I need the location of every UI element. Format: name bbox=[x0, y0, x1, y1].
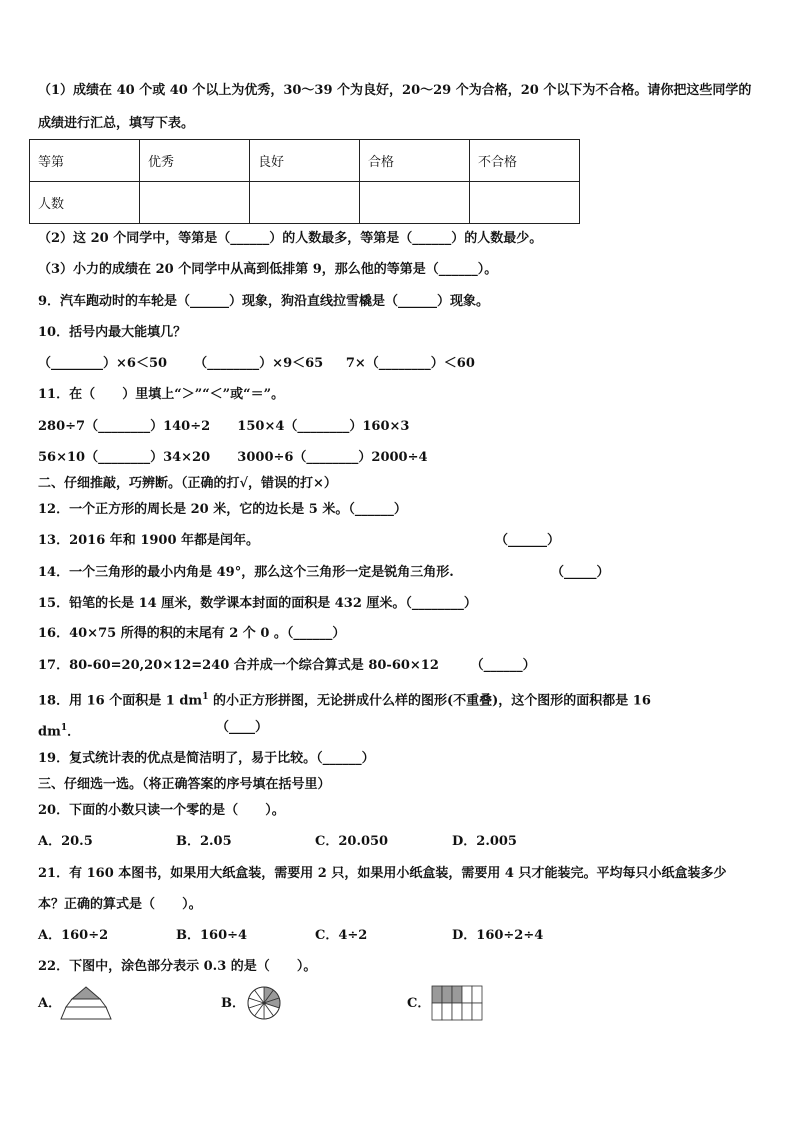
q11-stem: 11．在（ ）里填上“＞”“＜”或“＝”。 bbox=[38, 387, 285, 402]
grid-cell bbox=[462, 986, 472, 1003]
q20-option-a[interactable]: A．20.5 bbox=[38, 834, 93, 849]
q15-text: 15．铅笔的长是 14 厘米，数学课本封面的面积是 432 厘米。（________） bbox=[38, 596, 477, 611]
q8-part1-line1: （1）成绩在 40 个或 40 个以上为优秀，30～39 个为良好，20～29 个为合格，20 个以下为不合格。请你把这些同学的 bbox=[38, 83, 752, 98]
grid-cell bbox=[462, 1003, 472, 1020]
q21-option-d[interactable]: D．160÷2÷4 bbox=[452, 928, 544, 943]
q22-option-b[interactable]: B． bbox=[221, 996, 245, 1011]
q20-option-b[interactable]: B．2.05 bbox=[176, 834, 232, 849]
q12-text: 12．一个正方形的周长是 20 米，它的边长是 5 米。（______） bbox=[38, 502, 407, 517]
grid-cell bbox=[472, 1003, 482, 1020]
q14-blank[interactable]: （_____） bbox=[551, 565, 610, 580]
table-answer-cell[interactable] bbox=[470, 182, 580, 224]
q22-option-c[interactable]: C． bbox=[407, 996, 431, 1011]
table-header-row bbox=[30, 140, 580, 182]
q18-line2-part-a: dm bbox=[38, 724, 61, 740]
grid-cell bbox=[452, 1003, 462, 1020]
q8-part1-line2: 成绩进行汇总，填写下表。 bbox=[38, 116, 195, 131]
q17-text: 17．80-60=20,20×12=240 合并成一个综合算式是 80-60×12 （______） bbox=[38, 658, 536, 673]
q21-option-c[interactable]: C．4÷2 bbox=[315, 928, 368, 943]
grid-cell bbox=[432, 986, 442, 1003]
triangle-top-shaded bbox=[72, 987, 100, 999]
striped-triangle-figure[interactable] bbox=[60, 985, 112, 1021]
grid-bar-figure[interactable] bbox=[431, 985, 483, 1021]
grid-cells bbox=[432, 986, 482, 1020]
triangle-bottom-band bbox=[61, 1007, 111, 1019]
q22-stem: 22．下图中，涂色部分表示 0.3 的是（ ）。 bbox=[38, 959, 317, 974]
table-header-cell: 不合格 bbox=[470, 140, 580, 182]
q8-part3: （3）小力的成绩在 20 个同学中从高到低排第 9，那么他的等第是（______）。 bbox=[38, 262, 498, 277]
q10-stem: 10．括号内最大能填几？ bbox=[38, 325, 187, 340]
q20-option-d[interactable]: D．2.005 bbox=[452, 834, 517, 849]
section-2-heading: 二、仔细推敲，巧辨断。（正确的打√，错误的打×） bbox=[38, 476, 337, 491]
q13-text: 13．2016 年和 1900 年都是闰年。 bbox=[38, 533, 260, 548]
table-row-label: 人数 bbox=[30, 182, 140, 224]
table-row bbox=[30, 182, 580, 224]
q18-line1 bbox=[38, 689, 651, 709]
q18-superscript: 1 bbox=[60, 723, 68, 733]
q22-option-a[interactable]: A． bbox=[38, 996, 62, 1011]
q13-blank[interactable]: （______） bbox=[495, 533, 561, 548]
q11-row2: 56×10（________）34×20 3000÷6（________）2000÷4 bbox=[38, 450, 428, 465]
q10-items: （________）×6＜50 （________）×9＜65 7×（________）＜60 bbox=[38, 356, 475, 371]
grid-cell bbox=[432, 1003, 442, 1020]
q20-option-c[interactable]: C．20.050 bbox=[315, 834, 389, 849]
q16-text: 16．40×75 所得的积的末尾有 2 个 0 。（______） bbox=[38, 626, 346, 641]
q21-line2: 本？正确的算式是（ ）。 bbox=[38, 897, 202, 912]
divided-circle-figure[interactable] bbox=[245, 985, 283, 1021]
q18-line2 bbox=[38, 720, 80, 740]
q21-option-a[interactable]: A．160÷2 bbox=[38, 928, 109, 943]
q21-line1: 21．有 160 本图书，如果用大纸盒装，需要用 2 只，如果用小纸盒装，需要用 4 只才能装完。平均每只小纸盒装多少 bbox=[38, 866, 727, 881]
table-header-cell: 良好 bbox=[250, 140, 360, 182]
grid-cell bbox=[452, 986, 462, 1003]
grid-cell bbox=[472, 986, 482, 1003]
grid-cell bbox=[442, 986, 452, 1003]
section-3-heading: 三、仔细选一选。（将正确答案的序号填在括号里） bbox=[38, 777, 331, 792]
q18-superscript: 1 bbox=[202, 692, 209, 702]
q14-text: 14．一个三角形的最小内角是 49°，那么这个三角形一定是锐角三角形. bbox=[38, 565, 454, 580]
table-header-cell: 等第 bbox=[30, 140, 140, 182]
q11-row1: 280÷7（________）140÷2 150×4（________）160×3 bbox=[38, 419, 410, 434]
q18-line1-part-a: 18．用 16 个面积是 1 dm bbox=[38, 693, 203, 709]
q18-line1-part-b: 的小正方形拼图，无论拼成什么样的图形(不重叠)，这个图形的面积都是 16 bbox=[208, 693, 651, 709]
q8-part2: （2）这 20 个同学中，等第是（______）的人数最多，等第是（______）的人数最少。 bbox=[38, 231, 543, 246]
q9-text: 9．汽车跑动时的车轮是（______）现象，狗沿直线拉雪橇是（______）现象。 bbox=[38, 294, 490, 309]
q18-line2-part-b: ． bbox=[67, 724, 81, 740]
grade-summary-table bbox=[29, 139, 580, 224]
table-answer-cell[interactable] bbox=[360, 182, 470, 224]
triangle-middle-band bbox=[66, 999, 106, 1007]
q21-option-b[interactable]: B．160÷4 bbox=[176, 928, 248, 943]
grid-cell bbox=[442, 1003, 452, 1020]
table-answer-cell[interactable] bbox=[250, 182, 360, 224]
table-header-cell: 合格 bbox=[360, 140, 470, 182]
q19-text: 19．复式统计表的优点是简洁明了，易于比较。（______） bbox=[38, 751, 375, 766]
table-header-cell: 优秀 bbox=[140, 140, 250, 182]
q20-stem: 20．下面的小数只读一个零的是（ ）。 bbox=[38, 803, 285, 818]
q18-blank[interactable]: （____） bbox=[216, 720, 269, 735]
table-answer-cell[interactable] bbox=[140, 182, 250, 224]
